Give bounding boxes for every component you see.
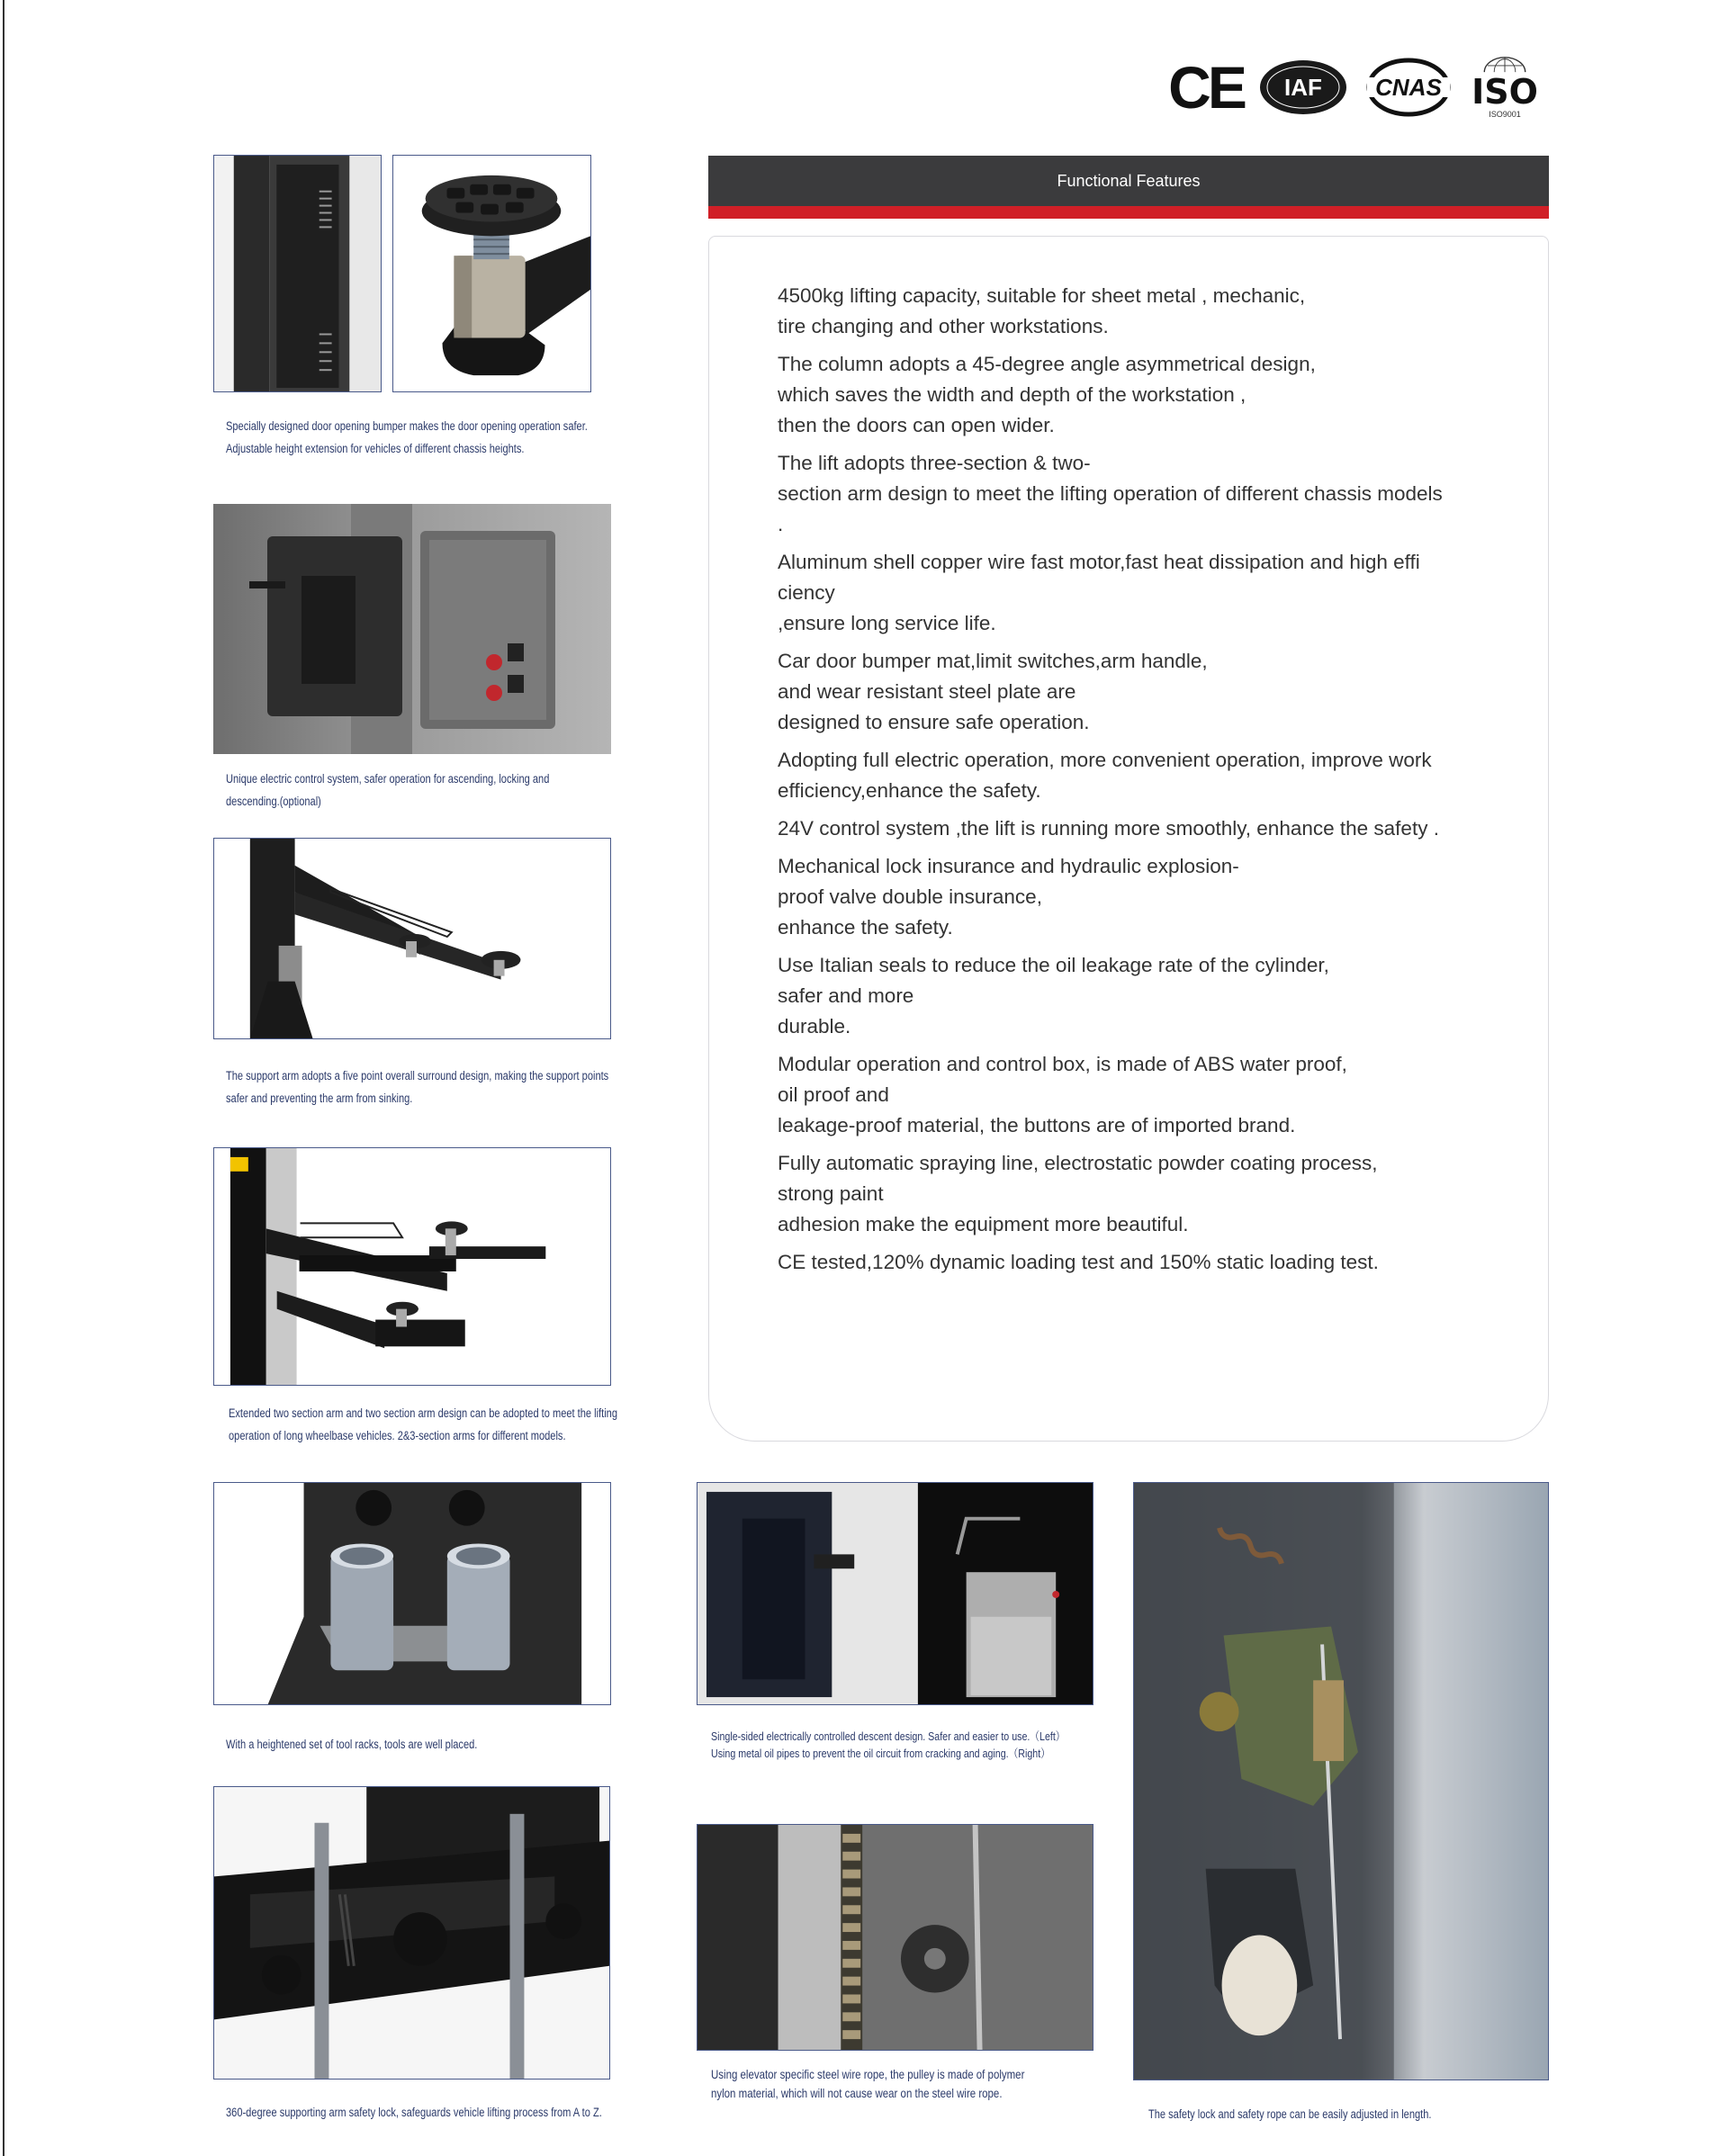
feature-line: proof valve double insurance,	[778, 885, 1042, 908]
feature-line: 4500kg lifting capacity, suitable for sheet metal , mechanic,	[778, 284, 1306, 307]
caption-descent	[711, 1728, 1065, 1762]
door-bumper-photo	[213, 155, 382, 392]
feature-line: which saves the width and depth of the workstation ,	[778, 383, 1246, 406]
features-header	[708, 156, 1549, 206]
caption-line: Extended two section arm and two section arm design can be adopted to meet the lifting	[229, 1406, 617, 1420]
features-red-bar	[708, 206, 1549, 219]
feature-item	[778, 1247, 1516, 1278]
caption-line: With a heightened set of tool racks, tools are well placed.	[226, 1738, 478, 1751]
feature-line: The column adopts a 45-degree angle asymmetrical design,	[778, 353, 1316, 375]
caption-line: Single-sided electrically controlled descent design. Safer and easier to use.（Left）	[711, 1729, 1066, 1743]
caption-line: Unique electric control system, safer operation for ascending, locking and	[226, 772, 550, 786]
feature-line: oil proof and	[778, 1083, 889, 1106]
features-list	[778, 281, 1516, 1285]
feature-line: durable.	[778, 1015, 851, 1038]
ce-mark: CE	[1168, 54, 1244, 121]
caption-toolrack	[226, 1733, 477, 1756]
feature-line: safer and more	[778, 984, 914, 1007]
wire-rope-photo	[697, 1824, 1094, 2051]
lift-pad-photo	[392, 155, 591, 392]
caption-control	[226, 768, 549, 813]
feature-line: 24V control system ,the lift is running more smoothly, enhance the safety .	[778, 817, 1439, 840]
feature-line: The lift adopts three-section & two-	[778, 452, 1091, 474]
feature-item	[778, 547, 1516, 639]
caption-line: safer and preventing the arm from sinking.	[226, 1091, 413, 1105]
feature-item	[778, 813, 1516, 844]
ce-logo	[1170, 56, 1242, 119]
caption-line: Using metal oil pipes to prevent the oil circuit from cracking and aging.（Right）	[711, 1747, 1050, 1760]
features-title: Functional Features	[1057, 171, 1201, 190]
feature-line: Modular operation and control box, is made of ABS water proof,	[778, 1053, 1347, 1075]
caption-wirerope	[711, 2065, 1024, 2103]
feature-item	[778, 448, 1516, 540]
iso-logo	[1469, 56, 1541, 119]
feature-line: tire changing and other workstations.	[778, 315, 1109, 337]
caption-armlock	[226, 2101, 602, 2124]
feature-line: Adopting full electric operation, more convenient operation, improve work	[778, 749, 1432, 771]
feature-line: and wear resistant steel plate are	[778, 680, 1076, 703]
caption-line: Specially designed door opening bumper makes the door opening operation safer.	[226, 419, 588, 433]
page-border-line	[3, 0, 4, 2156]
caption-safetylock	[1148, 2103, 1431, 2125]
caption-line: The support arm adopts a five point overall surround design, making the support points	[226, 1069, 609, 1082]
feature-line: Aluminum shell copper wire fast motor,fast heat dissipation and high effi	[778, 551, 1420, 573]
feature-line: ,ensure long service life.	[778, 612, 996, 634]
feature-line: adhesion make the equipment more beautiful.	[778, 1213, 1189, 1235]
feature-line: section arm design to meet the lifting operation of different chassis models	[778, 482, 1443, 505]
feature-line: efficiency,enhance the safety.	[778, 779, 1041, 802]
safety-lock-photo	[1133, 1482, 1549, 2080]
feature-item	[778, 1049, 1516, 1141]
feature-item	[778, 1148, 1516, 1240]
feature-line: then the doors can open wider.	[778, 414, 1055, 436]
caption-support	[226, 1065, 608, 1109]
feature-line: strong paint	[778, 1182, 884, 1205]
feature-line: CE tested,120% dynamic loading test and 150% static loading test.	[778, 1251, 1379, 1273]
feature-line: Mechanical lock insurance and hydraulic explosion-	[778, 855, 1239, 877]
feature-line: Use Italian seals to reduce the oil leakage rate of the cylinder,	[778, 954, 1329, 976]
control-box-photo	[213, 504, 611, 754]
cnas-logo	[1365, 56, 1452, 119]
cnas-text: CNAS	[1375, 74, 1442, 101]
caption-line: 360-degree supporting arm safety lock, safeguards vehicle lifting process from A to Z.	[226, 2106, 602, 2119]
feature-line: enhance the safety.	[778, 916, 953, 939]
feature-item	[778, 646, 1516, 738]
iaf-logo	[1258, 56, 1348, 119]
caption-line: Adjustable height extension for vehicles of different chassis heights.	[226, 442, 525, 455]
caption-line: operation of long wheelbase vehicles. 2&3-section arms for different models.	[229, 1429, 566, 1442]
feature-item	[778, 745, 1516, 806]
feature-item	[778, 281, 1516, 342]
feature-line: .	[778, 513, 784, 535]
descent-photo	[697, 1482, 1094, 1705]
feature-line: designed to ensure safe operation.	[778, 711, 1090, 733]
feature-line: leakage-proof material, the buttons are of imported brand.	[778, 1114, 1296, 1136]
caption-line: Using elevator specific steel wire rope, the pulley is made of polymer	[711, 2067, 1025, 2081]
caption-line: descending.(optional)	[226, 795, 321, 808]
feature-line: Car door bumper mat,limit switches,arm handle,	[778, 650, 1208, 672]
feature-line: ciency	[778, 581, 835, 604]
section-arms-photo	[213, 1147, 611, 1386]
caption-line: The safety lock and safety rope can be easily adjusted in length.	[1148, 2107, 1432, 2121]
feature-line: Fully automatic spraying line, electrostatic powder coating process,	[778, 1152, 1378, 1174]
arm-lock-photo	[213, 1786, 610, 2080]
feature-item	[778, 851, 1516, 943]
support-arm-photo	[213, 838, 611, 1039]
feature-item	[778, 349, 1516, 441]
caption-arms	[229, 1402, 617, 1447]
iaf-text: IAF	[1284, 74, 1322, 101]
iso-sub: ISO9001	[1489, 110, 1521, 119]
feature-item	[778, 950, 1516, 1042]
iso-word: ISO	[1472, 72, 1538, 112]
tool-rack-photo	[213, 1482, 611, 1705]
caption-bumper	[226, 415, 588, 460]
globe-icon	[1473, 56, 1536, 74]
caption-line: nylon material, which will not cause wear on the steel wire rope.	[711, 2086, 1003, 2100]
